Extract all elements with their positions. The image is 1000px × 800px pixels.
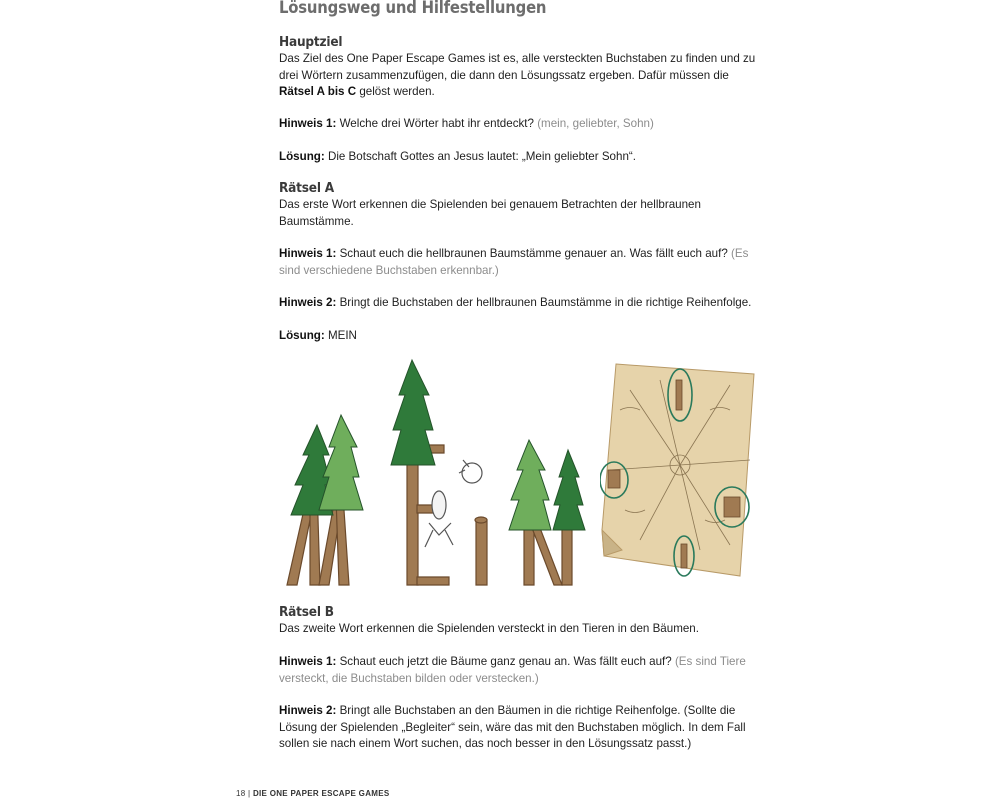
hint-text: Schaut euch jetzt die Bäume ganz genau an. Was fällt euch auf?: [336, 655, 675, 668]
hint-text: Schaut euch die hellbraunen Baumstämme genauer an. Was fällt euch auf?: [336, 247, 731, 260]
hint-text: Welche drei Wörter habt ihr entdeckt?: [336, 117, 538, 130]
intro-text-end: gelöst werden.: [356, 85, 435, 98]
hint-text: Bringt alle Buchstaben an den Bäumen in die richtige Reihenfolge. (Sollte die Lösung der Spielenden „Begleiter“ sein, wäre das mit den Buchstaben möglich. In dem Fall sollen sie nach einem Wort suchen, das noch besser in den Lösungssatz passt.): [279, 704, 746, 750]
animal-figures: [425, 460, 482, 547]
book-title: DIE ONE PAPER ESCAPE GAMES: [252, 789, 390, 798]
page-title: Lösungsweg und Hilfestellungen: [279, 0, 547, 17]
hint-answer: (mein, geliebter, Sohn): [537, 117, 654, 130]
tree-crown: [319, 415, 363, 510]
intro-emphasis: Rätsel A bis C: [279, 85, 357, 98]
raetsel-a-solution: [279, 328, 761, 345]
page-number: 18: [236, 789, 246, 798]
footer-separator: |: [245, 789, 253, 798]
hint-text: Bringt die Buchstaben der hellbraunen Baumstämme in die richtige Reihenfolge.: [336, 296, 752, 309]
solution-label: Lösung:: [279, 150, 325, 163]
solution-text: MEIN: [324, 329, 357, 342]
page-footer: [236, 789, 390, 798]
solution-label: Lösung:: [279, 329, 325, 342]
tree-crown: [509, 440, 551, 530]
heading-raetsel-a: Rätsel A: [279, 180, 335, 196]
hint-label: Hinweis 1:: [279, 117, 337, 130]
raetsel-a-hint-1: [279, 246, 761, 279]
hint-answer: (Es sind verschiedene Buchstaben erkennbar.): [279, 247, 749, 277]
raetsel-b-intro: Das zweite Wort erkennen die Spielenden versteckt in den Tieren in den Bäumen.: [279, 622, 699, 635]
hauptziel-solution: [279, 149, 761, 166]
paper-sheet-illustration: [600, 360, 760, 580]
hauptziel-hint-1: [279, 116, 761, 133]
hint-label: Hinweis 1:: [279, 655, 337, 668]
raetsel-b-hint-2: [279, 703, 761, 753]
heading-raetsel-b: Rätsel B: [279, 604, 334, 620]
tree-crown: [553, 450, 585, 530]
intro-text: Das Ziel des One Paper Escape Games ist es, alle versteckten Buchstaben zu finden und zu drei Wörtern zusammenzufügen, die dann den Lösungssatz ergeben. Dafür müssen die: [279, 52, 756, 82]
hint-label: Hinweis 2:: [279, 704, 337, 717]
raetsel-b-hint-1: [279, 654, 761, 687]
solution-text: Die Botschaft Gottes an Jesus lautet: „Mein geliebter Sohn“.: [324, 150, 636, 163]
raetsel-a-hint-2: [279, 295, 761, 312]
raetsel-a-intro: Das erste Wort erkennen die Spielenden bei genauem Betrachten der hellbraunen Baumstämme.: [279, 198, 701, 228]
heading-hauptziel: Hauptziel: [279, 34, 343, 50]
trees-illustration: [279, 355, 594, 587]
hint-label: Hinweis 1:: [279, 247, 337, 260]
tree-crown: [391, 360, 435, 465]
hauptziel-intro: [279, 51, 761, 101]
hint-label: Hinweis 2:: [279, 296, 337, 309]
hint-answer: (Es sind Tiere versteckt, die Buchstaben bilden oder verstecken.): [279, 655, 746, 685]
